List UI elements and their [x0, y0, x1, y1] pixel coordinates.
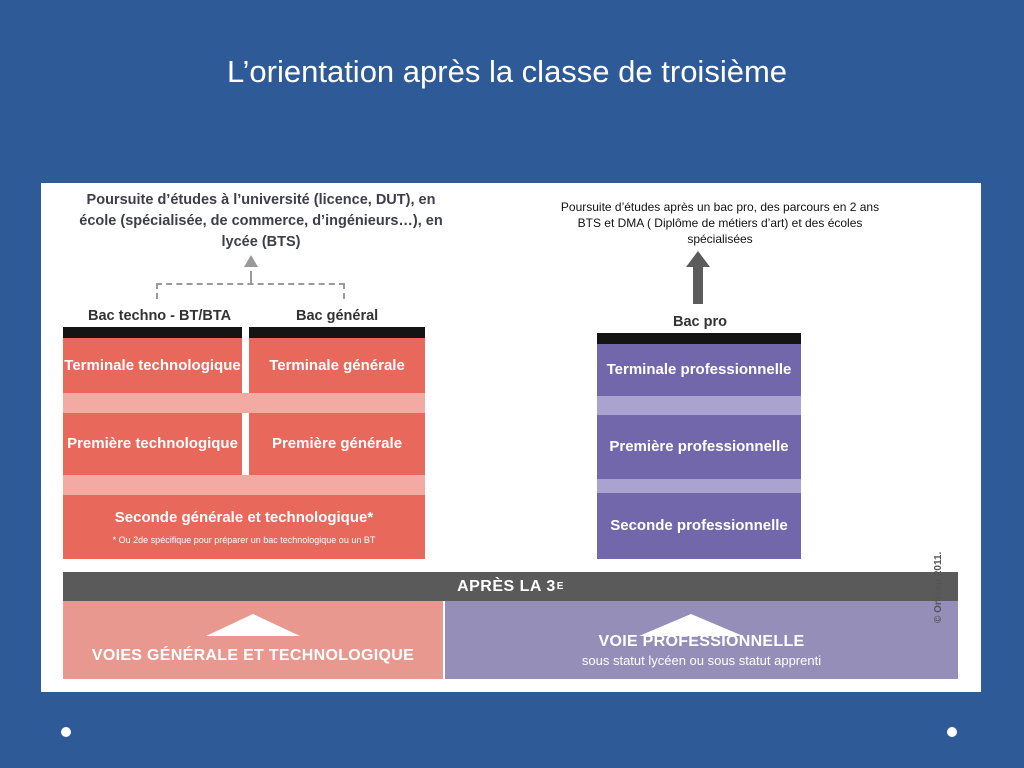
cell-seconde-professionnelle: Seconde professionnelle — [597, 493, 801, 559]
voie-left-title: VOIES GÉNÉRALE ET TECHNOLOGIQUE — [91, 647, 415, 664]
up-arrow-big-icon — [685, 249, 711, 305]
note-right-poursuite-bac-pro: Poursuite d’études après un bac pro, des parcours en 2 ans BTS et DMA ( Diplôme de métiers d’art) et des écoles spécialisées — [560, 200, 880, 246]
apres-la-3e-bar — [63, 572, 958, 601]
separator-terminale-premiere — [63, 393, 425, 413]
voie-right-subtitle: sous statut lycéen ou sous statut apprenti — [581, 653, 822, 668]
bar-bac-pro — [597, 333, 801, 344]
voies-generale-technologique — [63, 601, 443, 679]
voie-professionnelle — [445, 601, 958, 679]
cell-terminale-generale: Terminale générale — [249, 338, 425, 393]
onisep-credit: © Onisep 2011. — [933, 551, 944, 623]
cell-premiere-technologique: Première technologique — [63, 413, 242, 475]
connector-stem — [250, 271, 252, 283]
apres-sup: E — [556, 581, 564, 592]
voie-right-title: VOIE PROFESSIONNELLE — [598, 633, 805, 650]
apres-label: APRÈS LA 3 — [457, 577, 556, 595]
seconde-gt-label: Seconde générale et technologique* — [114, 509, 374, 526]
cell-premiere-professionnelle: Première professionnelle — [597, 415, 801, 479]
cell-premiere-generale: Première générale — [249, 413, 425, 475]
track-label-bac-general: Bac général — [296, 308, 379, 324]
bullet-dot-right — [947, 727, 957, 737]
triangle-left-icon — [205, 613, 301, 637]
bullet-dot-left — [61, 727, 71, 737]
track-label-bac-techno: Bac techno - BT/BTA — [88, 308, 232, 324]
seconde-gt-footnote: * Ou 2de spécifique pour préparer un bac technologique ou un BT — [112, 535, 376, 545]
separator-pro-terminale-premiere — [597, 396, 801, 415]
bar-bac-general — [249, 327, 425, 338]
slide-title: L’orientation après la classe de troisième — [226, 54, 788, 89]
cell-terminale-technologique: Terminale technologique — [63, 338, 242, 393]
track-label-bac-pro: Bac pro — [673, 314, 727, 330]
separator-pro-premiere-seconde — [597, 479, 801, 493]
cell-terminale-professionnelle: Terminale professionnelle — [597, 344, 801, 396]
separator-premiere-seconde — [63, 475, 425, 495]
note-left-poursuite-etudes: Poursuite d’études à l’université (licence, DUT), en école (spécialisée, de commerce, d’ingénieurs…), en lycée (BTS) — [79, 192, 443, 250]
bar-bac-techno — [63, 327, 242, 338]
up-arrow-small-icon — [241, 253, 261, 271]
dashed-connector — [156, 283, 345, 299]
orientation-diagram — [41, 183, 981, 692]
cell-seconde-generale-technologique — [63, 495, 425, 559]
